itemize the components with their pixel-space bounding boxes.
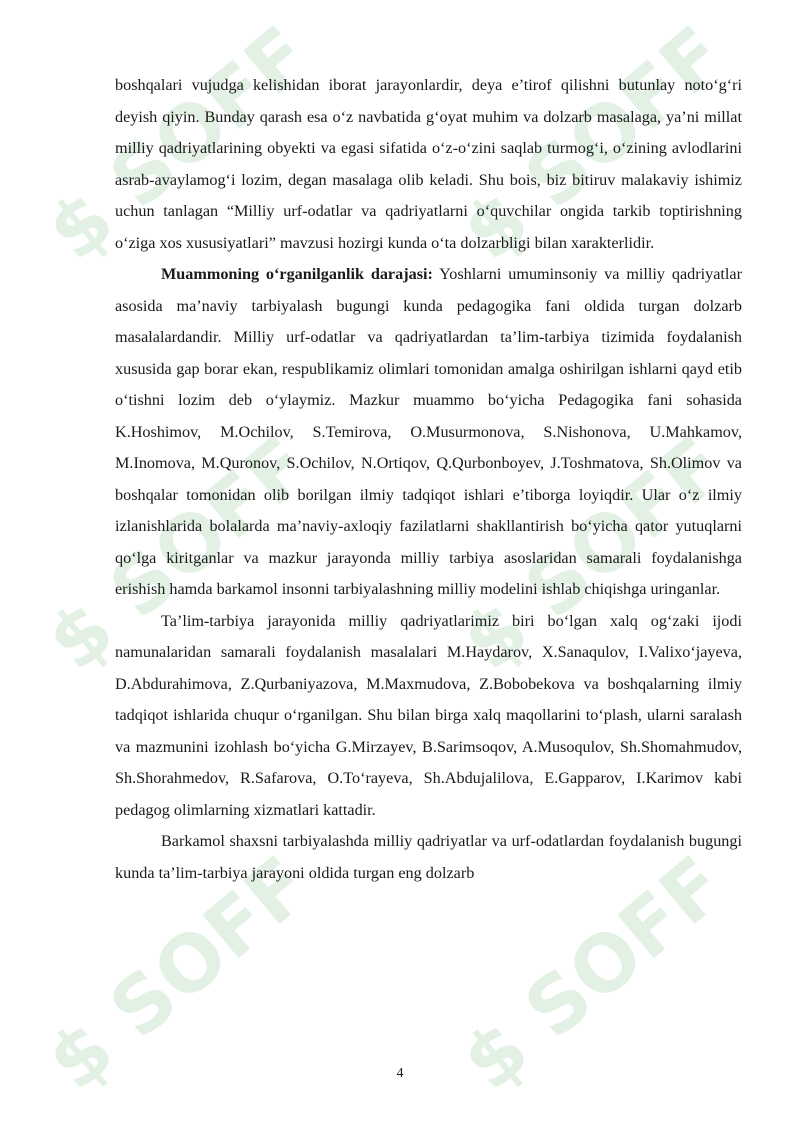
- svg-text:$ SOFF: $ SOFF: [470, 430, 720, 680]
- paragraph-4: Barkamol shaxsni tarbiyalashda milliy qadriyatlar va urf-odatlardan foydalanish bugungi kunda ta’lim-tarbiya jarayoni oldida turgan eng dolzarb: [115, 832, 742, 882]
- page-number: 4: [396, 1066, 404, 1081]
- section-heading: Muammoning o‘rganilganlik darajasi:: [161, 265, 433, 283]
- paragraph-1: boshqalari vujudga kelishidan iborat jarayonlardir, deya e’tirof qilishni butunlay noto‘g‘ri deyish qiyin. Bunday qarash esa o‘z navbatida g‘oyat muhim va dolzarb masalaga, ya’ni millat milliy qadriyatlarining obyekti va egasi sifatida o‘z-o‘zini saqlab turmog‘i, o‘zining avlodlarini asrab-avaylamog‘i lozim, degan masalaga olib keladi. Shu bois, biz bitiruv malakaviy ishimiz uchun tanlagan “Milliy urf-odatlar va qadriyatlarni o‘quvchilar ongida tarkib toptirishning o‘ziga xos xususiyatlari” mavzusi hozirgi kunda o‘ta dolzarbligi bilan xarakterlidir.: [115, 76, 742, 252]
- svg-text:$ SOFF: $ SOFF: [55, 20, 305, 270]
- paragraph-2: [115, 259, 742, 606]
- svg-text:$ SOFF: $ SOFF: [55, 430, 305, 680]
- svg-text:$ SOFF: $ SOFF: [470, 850, 720, 1100]
- svg-text:$ SOFF: $ SOFF: [55, 850, 305, 1100]
- page-body: [115, 70, 742, 889]
- paragraph-3: Ta’lim-tarbiya jarayonida milliy qadriyatlarimiz biri bo‘lgan xalq og‘zaki ijodi namunalaridan samarali foydalanish masalalari M.Haydarov, X.Sanaqulov, I.Valixo‘jayeva, D.Abdurahimova, Z.Qurbaniyazova, M.Maxmudova, Z.Bobobekova va boshqalarning ilmiy tadqiqot ishlarida chuqur o‘rganilgan. Shu bilan birga xalq maqollarini to‘plash, ularni saralash va mazmunini izohlash bo‘yicha G.Mirzayev, B.Sarimsoqov, A.Musoqulov, Sh.Shomahmudov, Sh.Shorahmedov, R.Safarova, O.To‘rayeva, Sh.Abdujalilova, E.Gapparov, I.Karimov kabi pedagog olimlarning xizmatlari kattadir.: [115, 611, 742, 819]
- svg-text:$ SOFF: $ SOFF: [470, 20, 720, 270]
- paragraph-2-text: Yoshlarni umuminsoniy va milliy qadriyatlar asosida ma’naviy tarbiyalash bugungi kunda pedagogika fani oldida turgan dolzarb masalalardandir. Milliy urf-odatlar va qadriyatlardan ta’lim-tarbiya tizimida foydalanish xususida gap borar ekan, respublikamiz olimlari tomonidan amalga oshirilgan ishlarni qayd etib o‘tishni lozim deb o‘ylaymiz. Mazkur muammo bo‘yicha Pedagogika fani sohasida K.Hoshimov, M.Ochilov, S.Temirova, O.Musurmonova, S.Nishonova, U.Mahkamov, M.Inomova, M.Quronov, S.Ochilov, N.Ortiqov, Q.Qurbonboyev, J.Toshmatova, Sh.Olimov va boshqalar tomonidan olib borilgan ilmiy tadqiqot ishlari e’tiborga loyiqdir. Ular o‘z ilmiy izlanishlarida bolalarda ma’naviy-axloqiy fazilatlarni shakllantirish bo‘yicha qator yutuqlarni qo‘lga kiritganlar va mazkur jarayonda milliy tarbiya asoslaridan samarali foydalanishga erishish hamda barkamol insonni tarbiyalashning milliy modelini ishlab chiqishga uringanlar.: [115, 265, 742, 598]
